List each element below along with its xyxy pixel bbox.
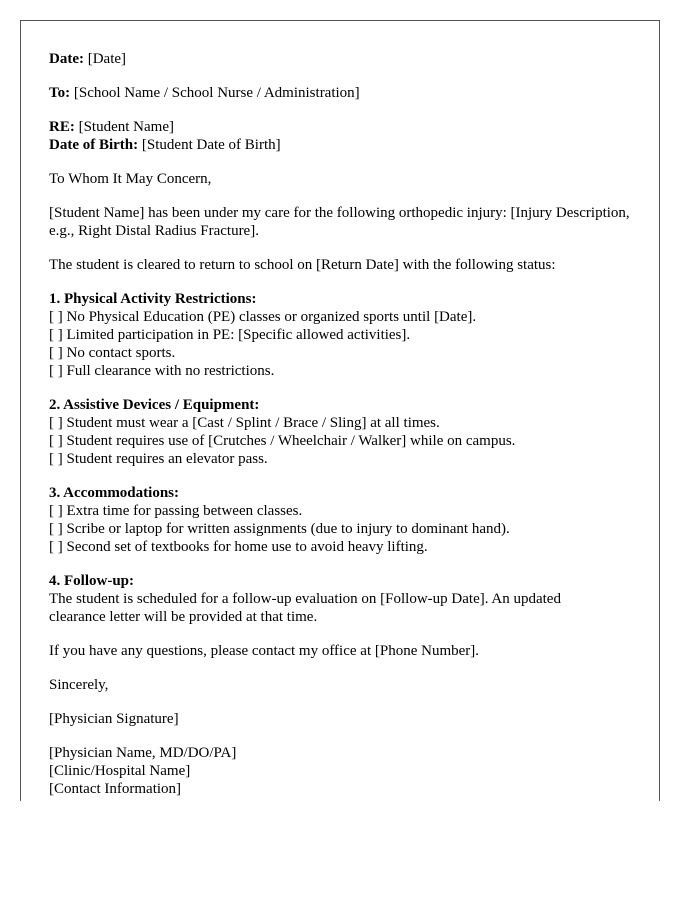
- section-physical-activity: [49, 290, 631, 380]
- signature-line: [Physician Signature]: [49, 711, 179, 727]
- checklist-item: [ ] Student requires an elevator pass.: [49, 451, 268, 467]
- contact-information: [Contact Information]: [49, 781, 182, 797]
- section-heading: 3. Accommodations:: [49, 485, 179, 501]
- questions-paragraph: If you have any questions, please contact my office at [Phone Number].: [49, 643, 480, 659]
- re-value: [Student Name]: [74, 119, 174, 135]
- checklist-item: [ ] Student must wear a [Cast / Splint / Brace / Sling] at all times.: [49, 415, 440, 431]
- checklist-item: [ ] Full clearance with no restrictions.: [49, 363, 275, 379]
- re-block: [49, 118, 631, 154]
- checklist-item: [ ] No contact sports.: [49, 345, 176, 361]
- date-line: [49, 50, 631, 68]
- follow-up-text: clearance letter will be provided at that time.: [49, 609, 318, 625]
- section-heading: 1. Physical Activity Restrictions:: [49, 291, 257, 307]
- re-line: [49, 118, 631, 136]
- checklist-item: [ ] Limited participation in PE: [Specific allowed activities].: [49, 327, 411, 343]
- to-value: [School Name / School Nurse / Administration]: [70, 85, 360, 101]
- to-label: To:: [49, 85, 71, 101]
- re-label: RE:: [49, 119, 75, 135]
- letter-page: [20, 20, 660, 801]
- section-heading: 2. Assistive Devices / Equipment:: [49, 397, 260, 413]
- dob-label: Date of Birth:: [49, 137, 139, 153]
- date-label: Date:: [49, 51, 84, 67]
- intro-paragraph: [Student Name] has been under my care for the following orthopedic injury: [Injury Description, e.g., Right Distal Radius Fracture].: [49, 205, 630, 239]
- status-paragraph: The student is cleared to return to school on [Return Date] with the following status:: [49, 257, 556, 273]
- sign-off: Sincerely,: [49, 677, 109, 693]
- to-line: [49, 84, 631, 102]
- checklist-item: [ ] Extra time for passing between classes.: [49, 503, 303, 519]
- checklist-item: [ ] Scribe or laptop for written assignments (due to injury to dominant hand).: [49, 521, 510, 537]
- checklist-item: [ ] No Physical Education (PE) classes or organized sports until [Date].: [49, 309, 477, 325]
- section-follow-up: [49, 572, 631, 626]
- physician-info-block: [49, 744, 631, 798]
- follow-up-text: The student is scheduled for a follow-up evaluation on [Follow-up Date]. An updated: [49, 591, 561, 607]
- section-heading: 4. Follow-up:: [49, 573, 135, 589]
- checklist-item: [ ] Second set of textbooks for home use to avoid heavy lifting.: [49, 539, 428, 555]
- greeting: To Whom It May Concern,: [49, 171, 212, 187]
- section-assistive-devices: [49, 396, 631, 468]
- physician-name: [Physician Name, MD/DO/PA]: [49, 745, 237, 761]
- clinic-name: [Clinic/Hospital Name]: [49, 763, 191, 779]
- dob-value: [Student Date of Birth]: [138, 137, 281, 153]
- checklist-item: [ ] Student requires use of [Crutches / Wheelchair / Walker] while on campus.: [49, 433, 516, 449]
- date-value: [Date]: [83, 51, 127, 67]
- dob-line: [49, 136, 631, 154]
- section-accommodations: [49, 484, 631, 556]
